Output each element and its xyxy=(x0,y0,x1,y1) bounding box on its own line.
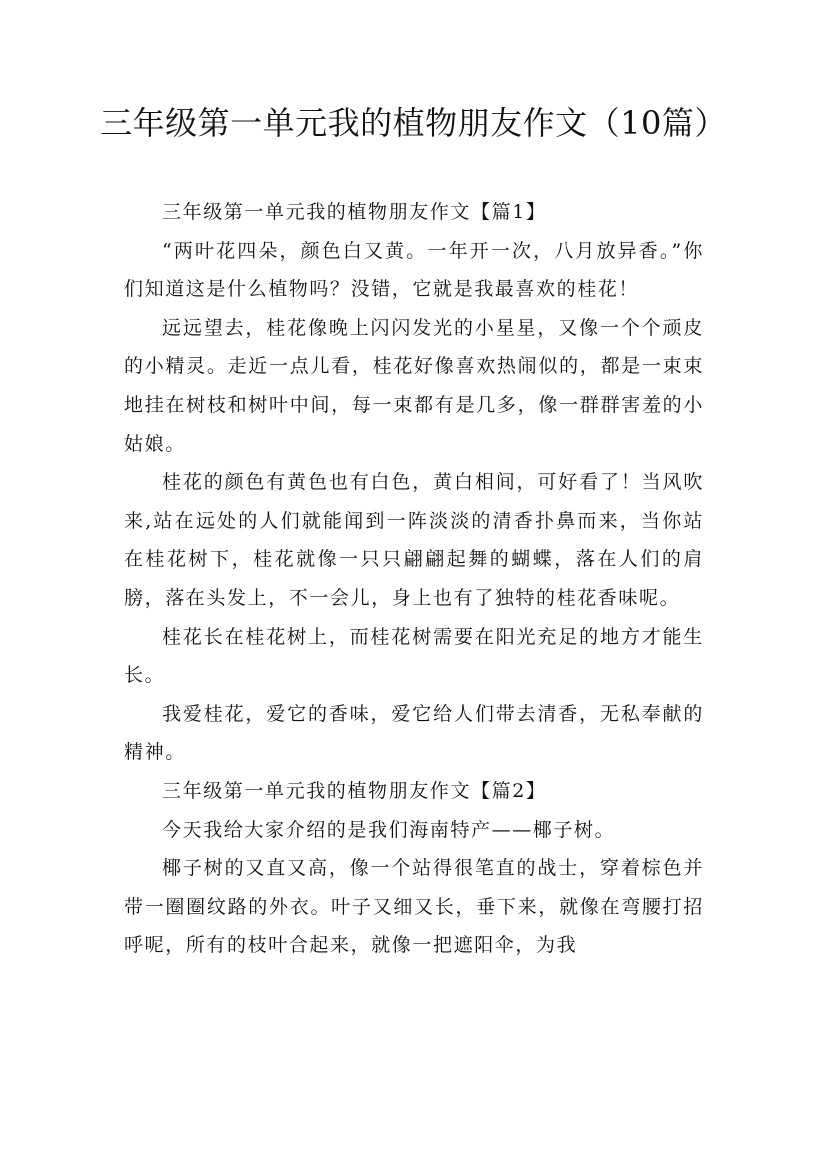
paragraph: 今天我给大家介绍的是我们海南特产——椰子树。 xyxy=(162,818,616,841)
section-heading-1: 三年级第一单元我的植物朋友作文【篇1】 xyxy=(162,201,547,223)
section-heading-2: 三年级第一单元我的植物朋友作文【篇2】 xyxy=(162,779,547,802)
paragraph: 椰子树的又直又高，像一个站得很笔直的战士，穿着棕色并带一圈圈纹路的外衣。叶子又细又长，垂下来，就像在弯腰打招呼呢，所有的枝叶合起来，就像一把遮阳伞，为我 xyxy=(124,857,704,957)
document-title: 三年级第一单元我的植物朋友作文（10篇） xyxy=(100,104,727,142)
document-body xyxy=(124,193,704,965)
paragraph: 桂花长在桂花树上，而桂花树需要在阳光充足的地方才能生长。 xyxy=(124,625,704,687)
paragraph: 远远望去，桂花像晚上闪闪发光的小星星，又像一个个顽皮的小精灵。走近一点儿看，桂花好像喜欢热闹似的，都是一束束地挂在树枝和树叶中间，每一束都有是几多，像一群群害羞的小姑娘。 xyxy=(124,316,704,455)
paragraph: “两叶花四朵，颜色白又黄。一年开一次，八月放异香。”你们知道这是什么植物吗？没错，它就是我最喜欢的桂花！ xyxy=(124,239,704,301)
paragraph: 桂花的颜色有黄色也有白色，黄白相间，可好看了！当风吹来,站在远处的人们就能闻到一阵淡淡的清香扑鼻而来，当你站在桂花树下，桂花就像一只只翩翩起舞的蝴蝶，落在人们的肩膀，落在头发上，不一会儿，身上也有了独特的桂花香味呢。 xyxy=(124,471,704,609)
paragraph: 我爱桂花，爱它的香味，爱它给人们带去清香，无私奉献的精神。 xyxy=(124,702,704,764)
